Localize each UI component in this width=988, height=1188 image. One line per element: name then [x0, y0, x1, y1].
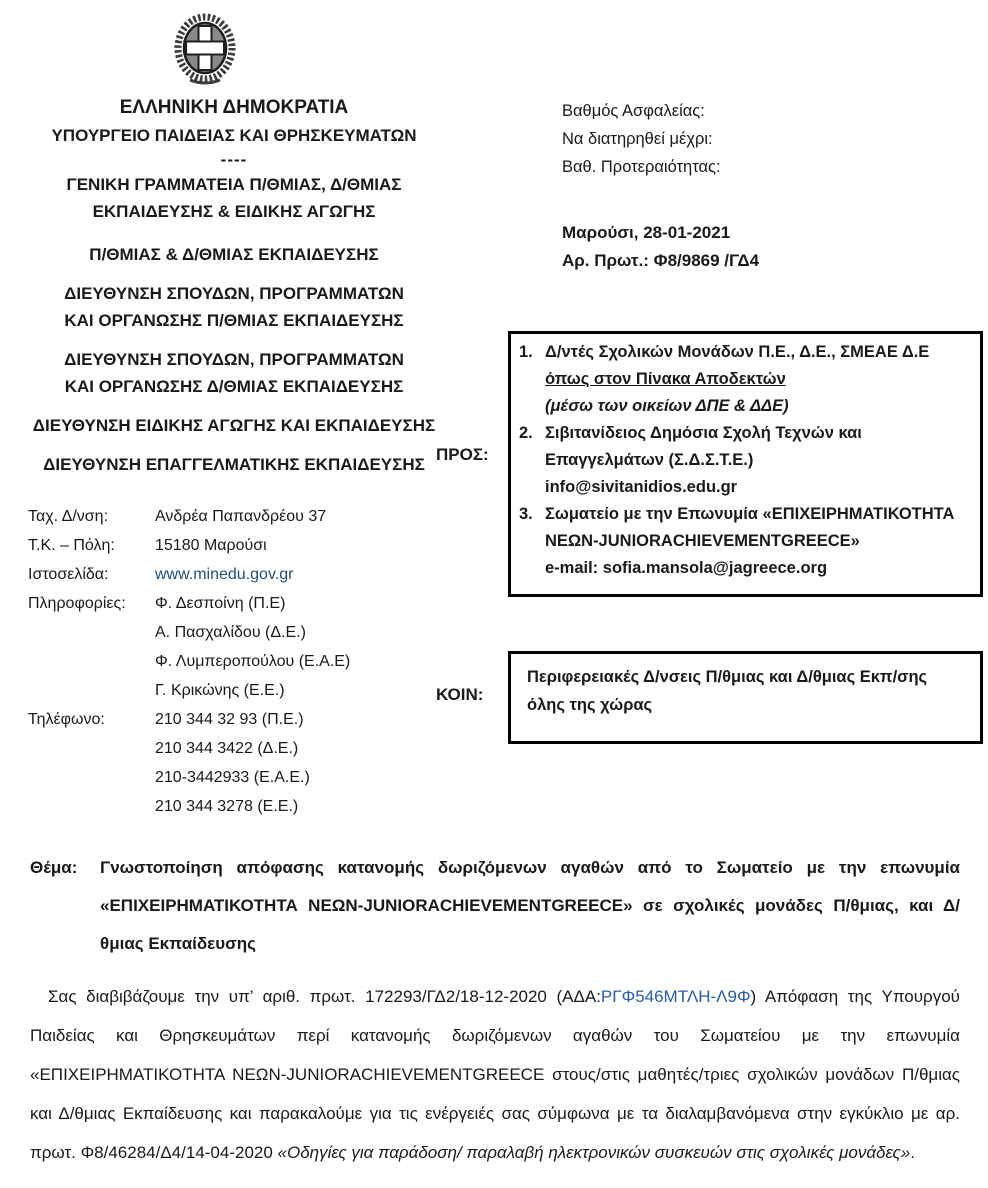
phone-label: Τηλέφωνο:	[28, 711, 105, 728]
address-label: Ταχ. Δ/νση:	[28, 508, 109, 525]
priority-label: Βαθ. Προτεραιότητας:	[562, 158, 721, 176]
ministry-title: ΥΠΟΥΡΓΕΙΟ ΠΑΙΔΕΙΑΣ ΚΑΙ ΘΡΗΣΚΕΥΜΑΤΩΝ	[51, 126, 417, 145]
place-date: Μαρούσι, 28-01-2021	[562, 223, 731, 242]
info-person-3: Φ. Λυμπεροπούλου (Ε.Α.Ε)	[155, 653, 351, 670]
republic-title: ΕΛΛΗΝΙΚΗ ΔΗΜΟΚΡΑΤΙΑ	[119, 97, 349, 118]
contact-block	[28, 502, 468, 821]
agency-header	[12, 94, 456, 478]
to-label: ΠΡΟΣ:	[436, 445, 489, 464]
contact-row-address	[28, 502, 468, 531]
contact-row-info	[28, 589, 468, 705]
cc-label: ΚΟΙΝ:	[436, 685, 484, 704]
website-link[interactable]: www.minedu.gov.gr	[155, 566, 294, 583]
phone-number-2: 210 344 3422 (Δ.Ε.)	[155, 740, 299, 757]
recipients-box	[508, 331, 983, 597]
recipient-line: Σιβιτανίδειος Δημόσια Σχολή Τεχνών και Επαγγελμάτων (Σ.Δ.Σ.Τ.Ε.)	[545, 424, 862, 469]
recipient-line-underlined: όπως στον Πίνακα Αποδεκτών	[545, 370, 786, 388]
protocol-number: Αρ. Πρωτ.: Φ8/9869 /ΓΔ4	[562, 251, 760, 270]
recipient-number: 1.	[519, 343, 533, 361]
ada-code-link[interactable]: ΡΓΦ546ΜΤΛΗ-Λ9Φ	[600, 987, 751, 1006]
date-protocol-block	[562, 219, 759, 275]
contact-row-zip	[28, 531, 468, 560]
zip-label: Τ.Κ. – Πόλη:	[28, 537, 115, 554]
body-text-part2: ) Απόφαση της Υπουργού Παιδείας και Θρησκευμάτων περί κατανομής δωριζόμενων αγαθών του Σωματείου με την επωνυμία «ΕΠΙΧΕΙΡΗΜΑΤΙΚΟΤΗΤΑ ΝΕΩΝ-JUNIORACHIEVEMENTGREECE στους/στις μαθητές/τριες σχολικών μονάδων Π/θμιας και Δ/θμιας Εκπαίδευσης και παρακαλούμε για τις ενέργειές σας σύμφωνα με τα διαλαμβανόμενα στην εγκύκλιο με αρ. πρωτ. Φ8/46284/Δ4/14-04-2020	[30, 987, 960, 1162]
recipient-number: 3.	[519, 505, 533, 523]
recipient-email: info@sivitanidios.edu.gr	[545, 478, 738, 496]
body-text-italic: «Οδηγίες για παράδοση/ παραλαβή ηλεκτρονικών συσκευών στις σχολικές μονάδες»	[277, 1143, 911, 1162]
cc-text: Περιφερειακές Δ/νσεις Π/θμιας και Δ/θμιας Εκπ/σης όλης της χώρας	[527, 668, 928, 714]
recipient-line: Σωματείο με την Επωνυμία «ΕΠΙΧΕΙΡΗΜΑΤΙΚΟΤΗΤΑ ΝΕΩΝ-JUNIORACHIEVEMENTGREECE»	[545, 505, 955, 550]
info-person-1: Φ. Δεσποίνη (Π.Ε)	[155, 595, 286, 612]
directorate-special-education: ΔΙΕΥΘΥΝΣΗ ΕΙΔΙΚΗΣ ΑΓΩΓΗΣ ΚΑΙ ΕΚΠΑΙΔΕΥΣΗΣ	[32, 416, 436, 435]
directorate-vocational: ΔΙΕΥΘΥΝΣΗ ΕΠΑΓΓΕΛΜΑΤΙΚΗΣ ΕΚΠΑΙΔΕΥΣΗΣ	[43, 455, 425, 474]
recipient-item-2	[519, 420, 972, 501]
contact-row-phone	[28, 705, 468, 821]
keep-until-label: Να διατηρηθεί μέχρι:	[562, 130, 713, 148]
cc-box	[508, 651, 983, 744]
recipient-number: 2.	[519, 424, 533, 442]
directorate-primary: ΔΙΕΥΘΥΝΣΗ ΣΠΟΥΔΩΝ, ΠΡΟΓΡΑΜΜΑΤΩΝ ΚΑΙ ΟΡΓΑΝΩΣΗΣ Π/ΘΜΙΑΣ ΕΚΠΑΙΔΕΥΣΗΣ	[64, 284, 404, 330]
general-directorate: Π/ΘΜΙΑΣ & Δ/ΘΜΙΑΣ ΕΚΠΑΙΔΕΥΣΗΣ	[89, 245, 379, 264]
body-text-part1: Σας διαβιβάζουμε την υπ’ αριθ. πρωτ. 172293/ΓΔ2/18-12-2020 (ΑΔΑ:	[48, 987, 601, 1006]
greek-state-emblem-icon	[168, 6, 242, 90]
phone-number-1: 210 344 32 93 (Π.Ε.)	[155, 711, 304, 728]
security-level-label: Βαθμός Ασφαλείας:	[562, 102, 705, 120]
info-person-2: Α. Πασχαλίδου (Δ.Ε.)	[155, 624, 306, 641]
recipient-line: Δ/ντές Σχολικών Μονάδων Π.Ε., Δ.Ε., ΣΜΕΑΕ Δ.Ε	[545, 343, 930, 361]
security-meta-block	[562, 97, 721, 181]
info-label: Πληροφορίες:	[28, 595, 126, 612]
phone-number-4: 210 344 3278 (Ε.Ε.)	[155, 798, 299, 815]
body-text-part3: .	[910, 1143, 915, 1162]
recipient-line-italic: (μέσω των οικείων ΔΠΕ & ΔΔΕ)	[545, 397, 789, 415]
recipient-item-3	[519, 501, 972, 582]
zip-value: 15180 Μαρούσι	[155, 537, 267, 554]
phone-number-3: 210-3442933 (Ε.Α.Ε.)	[155, 769, 310, 786]
secretariat-line1: ΓΕΝΙΚΗ ΓΡΑΜΜΑΤΕΙΑ Π/ΘΜΙΑΣ, Δ/ΘΜΙΑΣ	[66, 175, 402, 194]
contact-row-website	[28, 560, 468, 589]
info-person-4: Γ. Κρικώνης (Ε.Ε.)	[155, 682, 285, 699]
divider-dashes: ----	[220, 150, 248, 169]
recipient-item-1	[519, 339, 972, 420]
body-paragraph	[30, 977, 960, 1172]
info-values	[155, 589, 350, 705]
subject-label: Θέμα:	[30, 858, 78, 877]
website-label: Ιστοσελίδα:	[28, 566, 109, 583]
subject-block	[30, 849, 960, 963]
address-value: Ανδρέα Παπανδρέου 37	[155, 508, 327, 525]
subject-text: Γνωστοποίηση απόφασης κατανομής δωριζόμενων αγαθών από το Σωματείο με την επωνυμία «ΕΠΙΧΕΙΡΗΜΑΤΙΚΟΤΗΤΑ ΝΕΩΝ-JUNIORACHIEVEMENTGREECE» σε σχολικές μονάδες Π/θμιας, και Δ/θμιας Εκπαίδευσης	[100, 858, 960, 953]
phone-values	[155, 705, 310, 821]
directorate-secondary: ΔΙΕΥΘΥΝΣΗ ΣΠΟΥΔΩΝ, ΠΡΟΓΡΑΜΜΑΤΩΝ ΚΑΙ ΟΡΓΑΝΩΣΗΣ Δ/ΘΜΙΑΣ ΕΚΠΑΙΔΕΥΣΗΣ	[64, 350, 404, 396]
secretariat-line2: ΕΚΠΑΙΔΕΥΣΗΣ & ΕΙΔΙΚΗΣ ΑΓΩΓΗΣ	[92, 202, 376, 221]
recipient-email: e-mail: sofia.mansola@jagreece.org	[545, 559, 828, 577]
